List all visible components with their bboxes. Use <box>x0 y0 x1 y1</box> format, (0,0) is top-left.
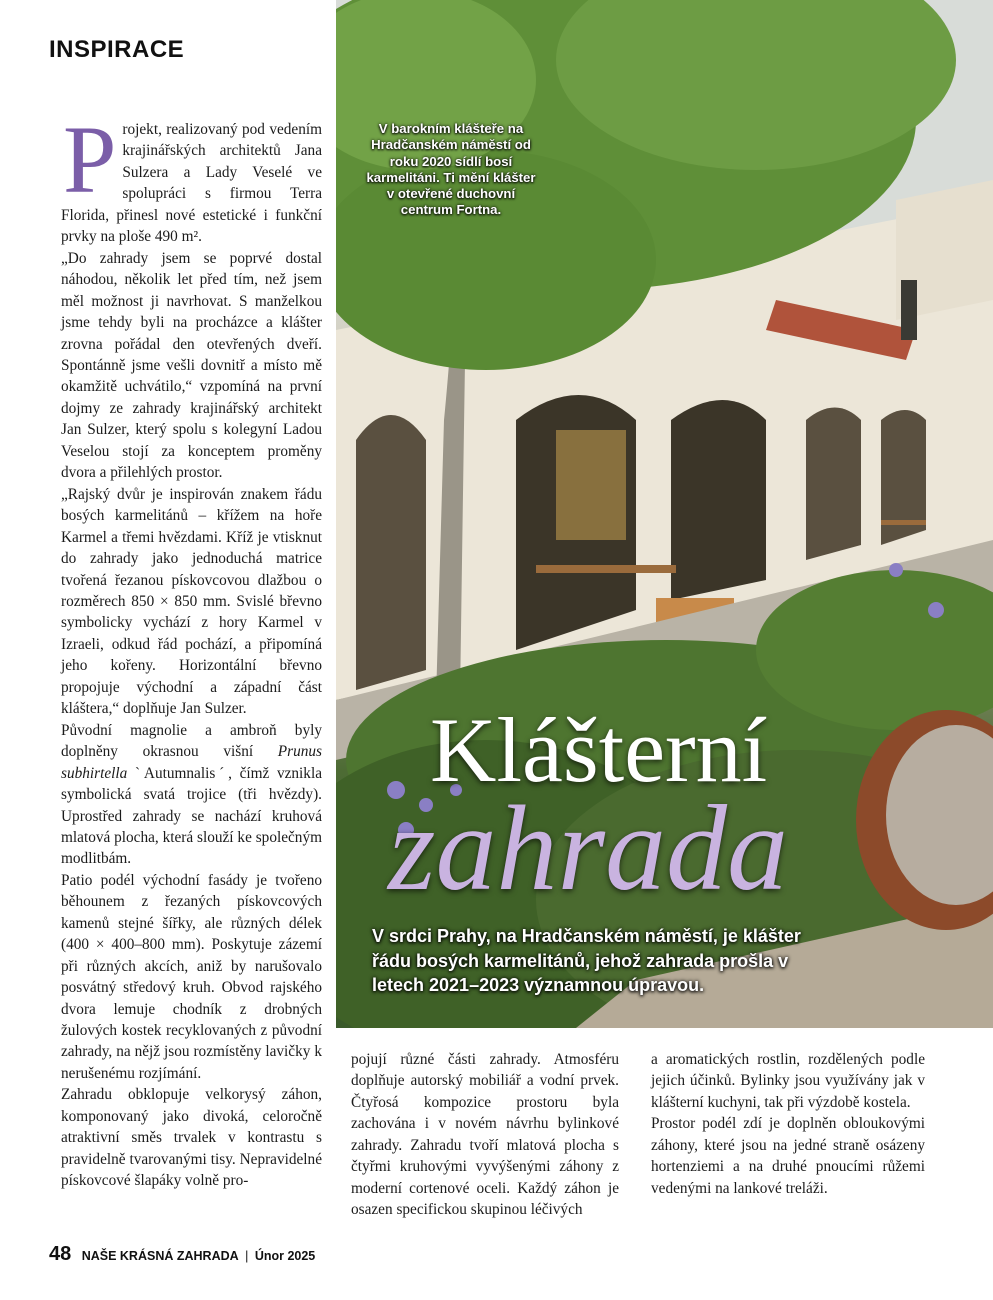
drop-cap: P <box>63 106 117 213</box>
paragraph-1-text: rojekt, realizovaný pod vedením krajinářských architektů Jana Sulzera a Lady Veselé ve spolupráci s firmou Terra Florida, přinesl nové estetické i funkční prvky na ploše 490 m². <box>61 121 322 246</box>
paragraph-6-part-2: pojují různé části zahrady. Atmosféru doplňuje autorský mobiliář a vodní prvek. Čtyřosá kompozice prostoru byla zachována i v novém návrhu bylinkové zahrady. Zahradu tvoří mlatová plocha s čtyřmi kruhovými vyvýšenými záhony z moderní cortenové oceli. Každý záhon je osazen specifickou skupinou léčivých <box>351 1051 619 1219</box>
plant-name: Prunus subhirtella <box>61 743 322 782</box>
photo-caption: V barokním klášteře na Hradčanském náměstí od roku 2020 sídlí bosí karmelitáni. Ti mění klášter v otevřené duchovní centrum Fortna. <box>366 121 536 218</box>
page-footer <box>49 1243 315 1266</box>
text-column-right <box>651 1049 925 1199</box>
magazine-name: NAŠE KRÁSNÁ ZAHRADA <box>81 1249 239 1263</box>
lead-paragraph: V srdci Prahy, na Hradčanském náměstí, je klášter řádu bosých karmelitánů, jehož zahrada prošla v letech 2021–2023 významnou úpravou. <box>372 926 801 995</box>
paragraph-6-part-3: a aromatických rostlin, rozdělených podle jejich účinků. Bylinky jsou využívány jak v klášterní kuchyni, tak při výzdobě kostela. <box>651 1051 925 1111</box>
paragraph-1 <box>61 106 322 248</box>
text-column-left <box>61 106 322 1192</box>
paragraph-6-part-1: Zahradu obklopuje velkorysý záhon, komponovaný jako divoká, celoročně atraktivní směs trvalek v kontrastu s pravidelně tvarovanými tisy. Nepravidelné pískovcové šlapáky volně pro- <box>61 1086 322 1190</box>
paragraph-4 <box>61 720 322 870</box>
paragraph-4-end: ˋAutumnalisˊ, čímž vznikla symbolická svatá trojice (tři hvězdy). Uprostřed zahrady se nachází kruhová mlatová plocha, která slouží ke společným modlitbám. <box>61 764 322 868</box>
text-column-middle <box>351 1049 619 1221</box>
paragraph-7: Prostor podél zdí je doplněn obloukovými záhony, které jsou na jedné straně osázeny hortenziemi a na druhé pnoucími růžemi vedenými na lankové treláži. <box>651 1115 925 1197</box>
article-title-line-1: Klášterní <box>430 699 768 801</box>
article-title-line-2: zahrada <box>388 781 788 916</box>
paragraph-4-start: Původní magnolie a ambroň byly doplněny okrasnou višní <box>61 721 322 761</box>
issue-date: Únor 2025 <box>254 1249 316 1263</box>
page-number: 48 <box>49 1243 72 1265</box>
paragraph-5: Patio podél východní fasády je tvořeno běhounem z řezaných pískovcových kamenů stejné šířky, ale různých délek (400 × 400–800 mm). Poskytuje zázemí při různých akcích, aniž by narušovalo posvátný středový kruh. Obvod rajského dvora lemuje chodník z drobných žulových kostek recyklovaných z původní zahrady, na nějž jsou rozmístěny lavičky k nerušenému rozjímání. <box>61 871 322 1082</box>
footer-separator: | <box>245 1249 249 1263</box>
paragraph-2: „Do zahrady jsem se poprvé dostal náhodou, několik let před tím, než jsem měl možnost ji navrhovat. S manželkou jsme tehdy byli na procházce a klášter zrovna pořádal den otevřených dveří. Spontánně jsme vešli dovnitř a místo mě okamžitě uchvátilo,“ vzpomíná na první dojmy ze zahrady krajinářský architekt Jan Sulzer, který spolu s kolegyní Ladou Veselou stojí za konceptem proměny dvora a přilehlých prostor. <box>61 249 322 482</box>
section-label: INSPIRACE <box>49 36 185 63</box>
paragraph-3: „Rajský dvůr je inspirován znakem řádu bosých karmelitánů – křížem na hoře Karmel a třemi hvězdami. Kříž je vtisknut do zahrady jako jednoduchá matrice tvořená řezanou pískovcovou dlažbou o rozměrech 850 × 850 mm. Svislé břevno symbolicky vychází z hory Karmel v Izraeli, odkud řád pochází, a připomíná jeho kořeny. Horizontální břevno propojuje východní a západní část kláštera,“ doplňuje Jan Sulzer. <box>61 485 322 718</box>
